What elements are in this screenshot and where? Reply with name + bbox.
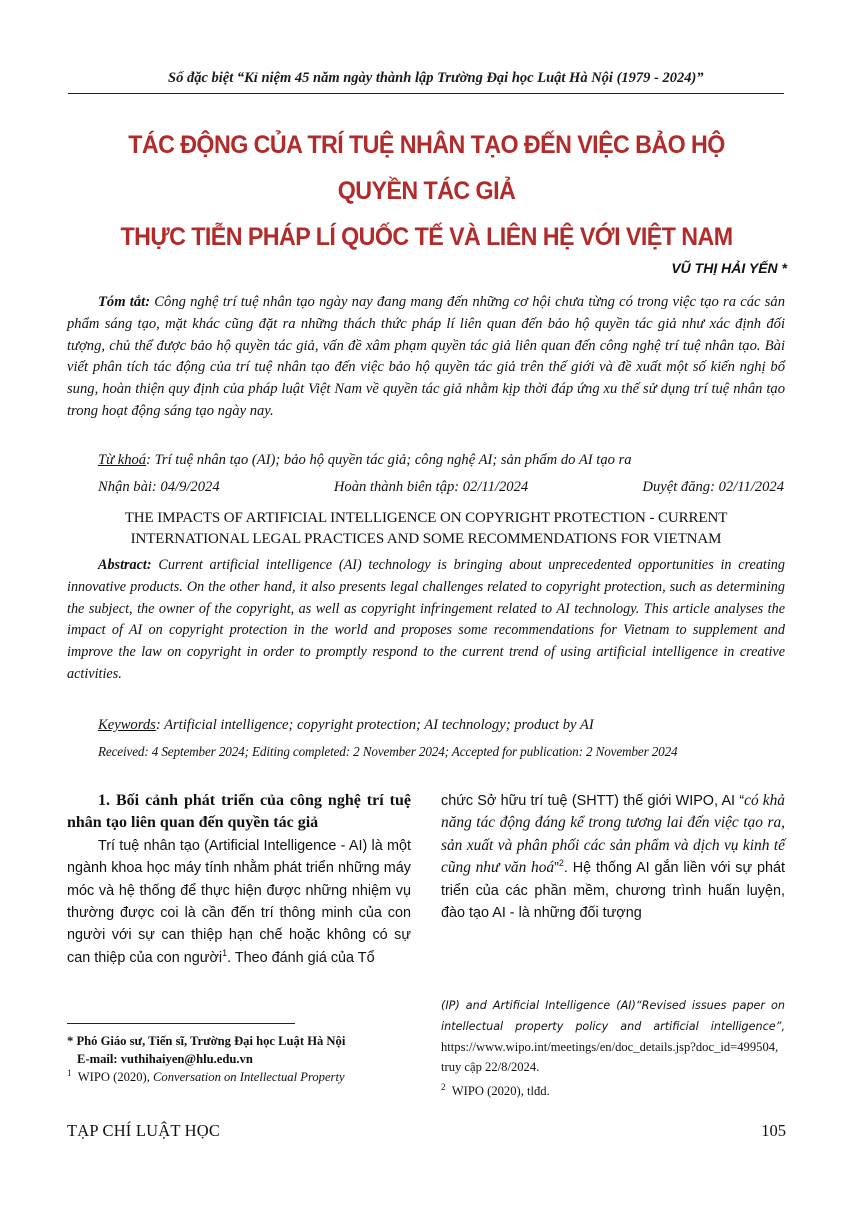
body-column-right — [441, 790, 785, 924]
right-para-start: chức Sở hữu trí tuệ (SHTT) thế giới WIPO, AI “ — [441, 793, 745, 809]
keywords-text: : Trí tuệ nhân tạo (AI); bảo hộ quyền tác giả; công nghệ AI; sản phẩm do AI tạo ra — [146, 452, 632, 468]
footnote-1-text: WIPO (2020), — [77, 1070, 153, 1084]
header-divider — [68, 93, 784, 94]
keywords-vietnamese — [98, 452, 632, 469]
dates-vietnamese — [98, 479, 784, 496]
footnotes-right — [441, 995, 785, 1101]
english-title — [67, 508, 785, 550]
footnote-2-number: 2 — [441, 1081, 446, 1092]
footnote-1-number: 1 — [67, 1067, 72, 1078]
special-issue-header: Số đặc biệt “Kỉ niệm 45 năm ngày thành lập Trường Đại học Luật Hà Nội (1979 - 2024)” — [168, 70, 704, 86]
abstract-text: Current artificial intelligence (AI) technology is bringing about unprecedented opportunities in creating innovative products. On the other hand, it also presents legal challenges related to copyright protection, such as determining the subject, the owner of the copyright, as well as copyright infringement related to AI technology. This article analyses the impact of AI on copyright protection in the world and proposes some recommendations for Vietnam to supplement and improve the law on copyright in order to promptly respond to the current trend of using artificial intelligence in creative activities. — [67, 557, 785, 682]
editing-date: Hoàn thành biên tập: 02/11/2024 — [333, 479, 529, 495]
footnote-1-continued — [441, 995, 785, 1077]
journal-name: TẠP CHÍ LUẬT HỌC — [67, 1121, 221, 1140]
footnote-2 — [441, 1081, 785, 1101]
summary-label: Tóm tắt: — [98, 294, 151, 310]
footnote-ref-1[interactable]: 1 — [222, 948, 228, 959]
quote-close: ” — [554, 860, 559, 877]
summary-vietnamese — [67, 292, 785, 423]
keywords-en-label: Keywords — [98, 717, 156, 733]
footnote-1-italic: Conversation on Intellectual Property — [153, 1070, 345, 1084]
keywords-en-text: : Artificial intelligence; copyright protection; AI technology; product by AI — [155, 717, 594, 733]
body-paragraph-right — [441, 790, 785, 924]
body-paragraph-left — [67, 835, 411, 969]
left-para-tail: . Theo đánh giá của Tổ — [227, 949, 375, 966]
summary-text: Công nghệ trí tuệ nhân tạo ngày nay đang mang đến những cơ hội chưa từng có trong việc tạo ra các sản phẩm sáng tạo, mặt khác cũng đặt ra những thách thức pháp lí liên quan đến bảo hộ quyền tác giả như xác định đối tượng, chủ thể được bảo hộ quyền tác giả, vấn đề xâm phạm quyền tác giả liên quan đến công nghệ trí tuệ nhân tạo. Bài viết phân tích tác động của trí tuệ nhân tạo đến việc bảo hộ quyền tác giả trên thế giới và đề xuất một số kiến nghị bổ sung, hoàn thiện quy định của pháp luật Việt Nam về quyền tác giả nhằm kịp thời đáp ứng xu thế sử dụng trí tuệ nhân tạo trong hoạt động sáng tạo ngày nay. — [67, 294, 785, 419]
accepted-date: Duyệt đăng: 02/11/2024 — [642, 479, 784, 495]
footnotes-left — [67, 1032, 413, 1086]
footnote-1-cont-italic: (IP) and Artificial Intelligence (AI)“Revised issues paper on intellectual property policy and artificial intelligence”, — [441, 999, 785, 1033]
author-email: E-mail: vuthihaiyen@hlu.edu.vn — [77, 1052, 253, 1066]
article-title — [86, 122, 768, 260]
keywords-label: Từ khoá — [98, 452, 147, 468]
footnote-divider — [67, 1023, 295, 1024]
title-line-2: THỰC TIỄN PHÁP LÍ QUỐC TẾ VÀ LIÊN HỆ VỚI VIỆT NAM — [120, 223, 733, 251]
footnote-1-cont-text[interactable]: https://www.wipo.int/meetings/en/doc_details.jsp?doc_id=499504, truy cập 22/8/2024. — [441, 1040, 779, 1074]
footnote-ref-2[interactable]: 2 — [558, 858, 564, 869]
wipo-quote: có khả năng tác động đáng kể trong tương lai đến việc tạo ra, sản xuất và phân phối các sản phẩm và dịch vụ kinh tế cũng như văn hoá — [441, 792, 785, 877]
right-para-tail: . Hệ thống AI gắn liền với sự phát triển của các phần mềm, chương trình huấn luyện, đào tạo AI - là những đối tượng — [441, 860, 785, 922]
left-para-text: Trí tuệ nhân tạo (Artificial Intelligence - AI) là một ngành khoa học máy tính nhằm phát triển những máy móc và hệ thống để thực hiện được những nhiệm vụ thường được coi là cần đến trí thông minh của con người với sự can thiệp hạn chế hoặc không có sự can thiệp của con người — [67, 837, 411, 966]
author-affiliation-note: * Phó Giáo sư, Tiến sĩ, Trường Đại học Luật Hà Nội — [67, 1034, 346, 1048]
body-column-left — [67, 790, 411, 969]
footnote-1 — [67, 1068, 413, 1086]
footnote-2-text: WIPO (2020), tlđd. — [451, 1084, 550, 1098]
section-heading: 1. Bối cảnh phát triển của công nghệ trí tuệ nhân tạo liên quan đến quyền tác giả — [67, 792, 411, 832]
english-title-line-2: INTERNATIONAL LEGAL PRACTICES AND SOME RECOMMENDATIONS FOR VIETNAM — [130, 531, 722, 547]
dates-english: Received: 4 September 2024; Editing completed: 2 November 2024; Accepted for publication: 2 November 2024 — [98, 744, 678, 759]
keywords-english — [98, 717, 594, 734]
english-title-line-1: THE IMPACTS OF ARTIFICIAL INTELLIGENCE ON COPYRIGHT PROTECTION - CURRENT — [124, 510, 728, 526]
title-line-1: TÁC ĐỘNG CỦA TRÍ TUỆ NHÂN TẠO ĐẾN VIỆC BẢO HỘ QUYỀN TÁC GIẢ — [128, 131, 725, 205]
abstract-label: Abstract: — [98, 557, 152, 573]
page-number: 105 — [761, 1121, 786, 1140]
received-date: Nhận bài: 04/9/2024 — [98, 479, 220, 495]
abstract-english — [67, 555, 785, 686]
author-name: VŨ THỊ HẢI YẾN * — [671, 260, 787, 276]
